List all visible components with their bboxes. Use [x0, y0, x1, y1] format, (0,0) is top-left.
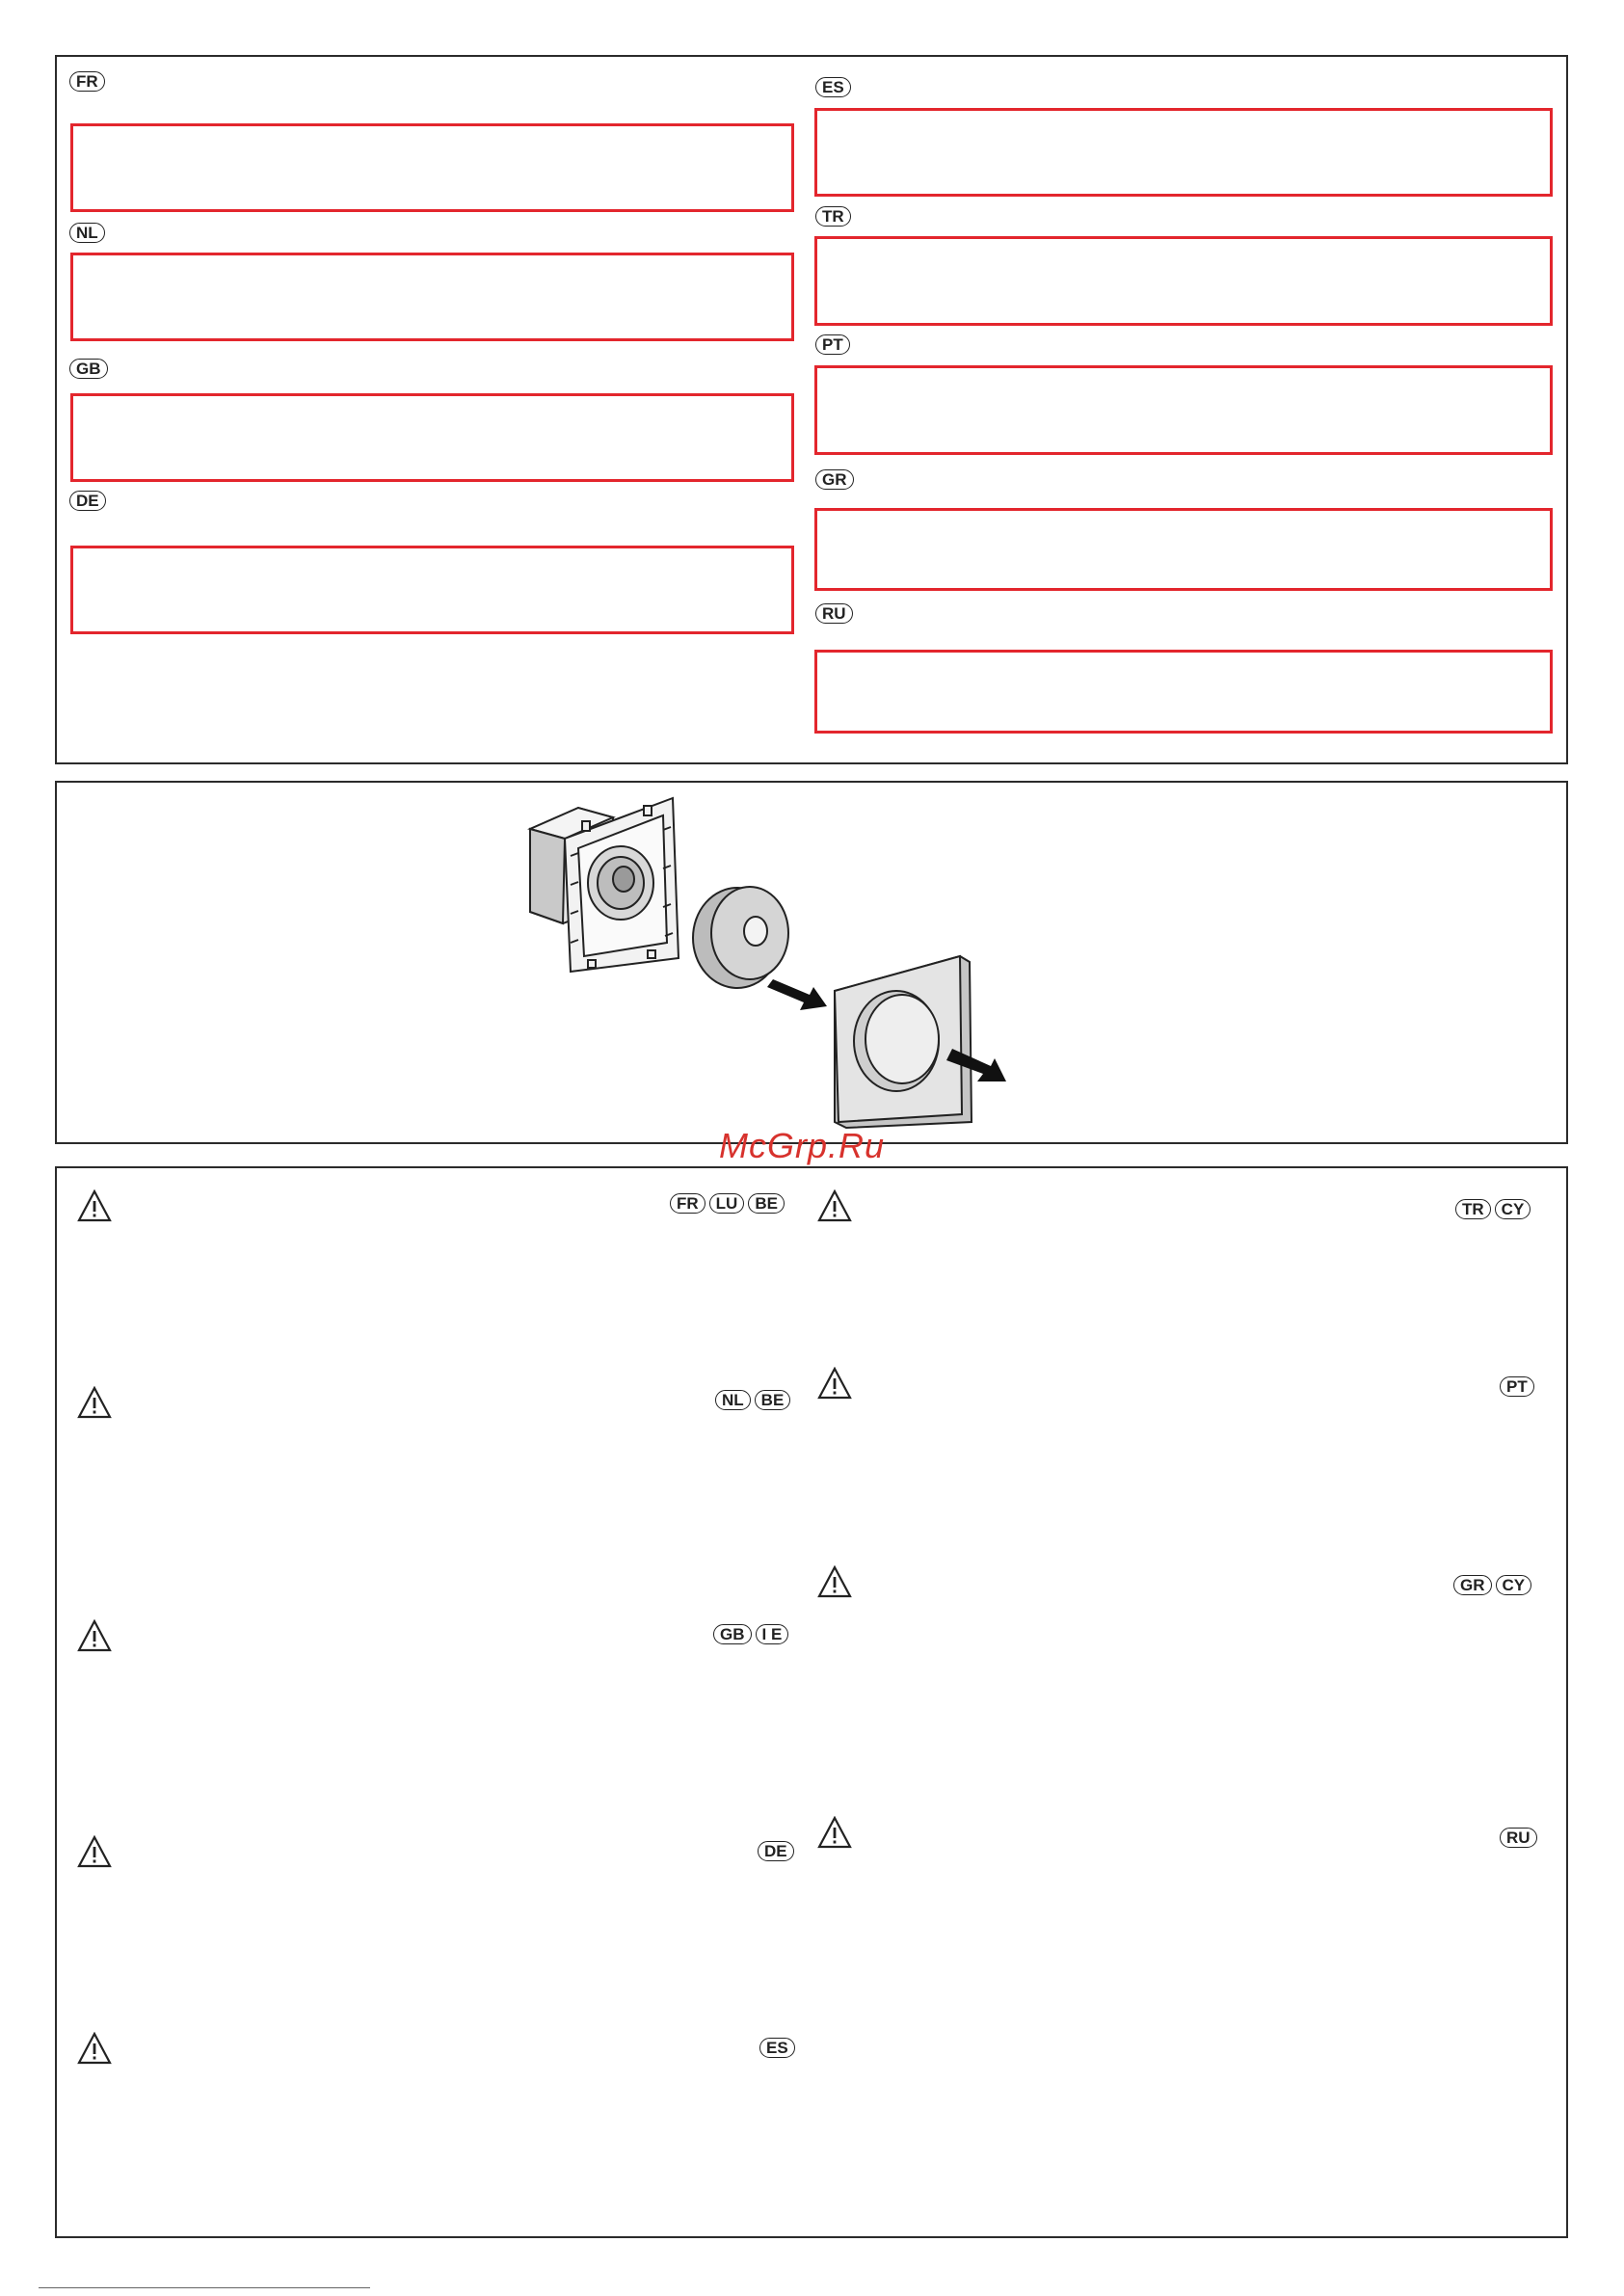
warning-badges-ru: [1500, 1828, 1537, 1848]
warning-badges-es: [759, 2038, 795, 2058]
warning-triangle-icon: [77, 1619, 112, 1652]
warning-badges-nl-be: [715, 1390, 790, 1410]
lang-box-nl: [70, 253, 794, 341]
lang-badge: BE: [755, 1390, 791, 1410]
lang-badge-gb: GB: [69, 359, 108, 379]
lang-badge: CY: [1496, 1575, 1532, 1595]
warning-badges-tr-cy: [1455, 1199, 1531, 1219]
lang-badge: PT: [1500, 1376, 1534, 1397]
lang-badge: TR: [1455, 1199, 1491, 1219]
lang-badge: I E: [756, 1624, 789, 1644]
lang-badge-pt: PT: [815, 334, 850, 355]
lang-badge: CY: [1495, 1199, 1531, 1219]
lang-badge: FR: [670, 1193, 706, 1214]
warning-triangle-icon: [77, 2032, 112, 2065]
lang-badge-tr: TR: [815, 206, 851, 227]
arrow-icon: [767, 979, 827, 1010]
watermark: McGrp.Ru: [719, 1126, 886, 1165]
warning-badges-fr-lu-be: [670, 1193, 785, 1214]
lang-badge: RU: [1500, 1828, 1537, 1848]
lang-badge: LU: [709, 1193, 745, 1214]
lang-box-ru: [814, 650, 1553, 734]
warning-badges-pt: [1500, 1376, 1534, 1397]
lang-badge: GR: [1453, 1575, 1492, 1595]
warning-badges-gr-cy: [1453, 1575, 1531, 1595]
lang-badge-ru: RU: [815, 603, 853, 624]
lang-box-pt: [814, 365, 1553, 455]
lang-badge: BE: [748, 1193, 785, 1214]
warning-badges-gb-ie: [713, 1624, 788, 1644]
lang-badge: ES: [759, 2038, 795, 2058]
lang-box-fr: [70, 123, 794, 212]
warning-triangle-icon: [77, 1386, 112, 1419]
lang-badge-fr: FR: [69, 71, 105, 92]
lang-box-es: [814, 108, 1553, 197]
lang-badge-de: DE: [69, 491, 106, 511]
cover-plate: [835, 956, 972, 1128]
lang-badge-gr: GR: [815, 469, 854, 490]
lang-badge: NL: [715, 1390, 751, 1410]
footer-rule: [39, 2287, 370, 2288]
lang-box-tr: [814, 236, 1553, 326]
warning-triangle-icon: [77, 1835, 112, 1868]
warnings-panel: [55, 1166, 1568, 2238]
lang-box-de: [70, 546, 794, 634]
knob-ring: [693, 887, 788, 988]
lang-box-gr: [814, 508, 1553, 591]
lang-box-gb: [70, 393, 794, 482]
dimmer-dial: [588, 846, 653, 920]
lang-badge-es: ES: [815, 77, 851, 97]
warning-triangle-icon: [817, 1565, 852, 1598]
warning-triangle-icon: [817, 1189, 852, 1222]
warning-triangle-icon: [77, 1189, 112, 1222]
lang-badge-nl: NL: [69, 223, 105, 243]
warning-triangle-icon: [817, 1816, 852, 1849]
warning-badges-de: [758, 1841, 794, 1861]
lang-badge: DE: [758, 1841, 794, 1861]
lang-badge: GB: [713, 1624, 752, 1644]
warning-triangle-icon: [817, 1367, 852, 1400]
assembly-illustration: [520, 788, 1022, 1135]
